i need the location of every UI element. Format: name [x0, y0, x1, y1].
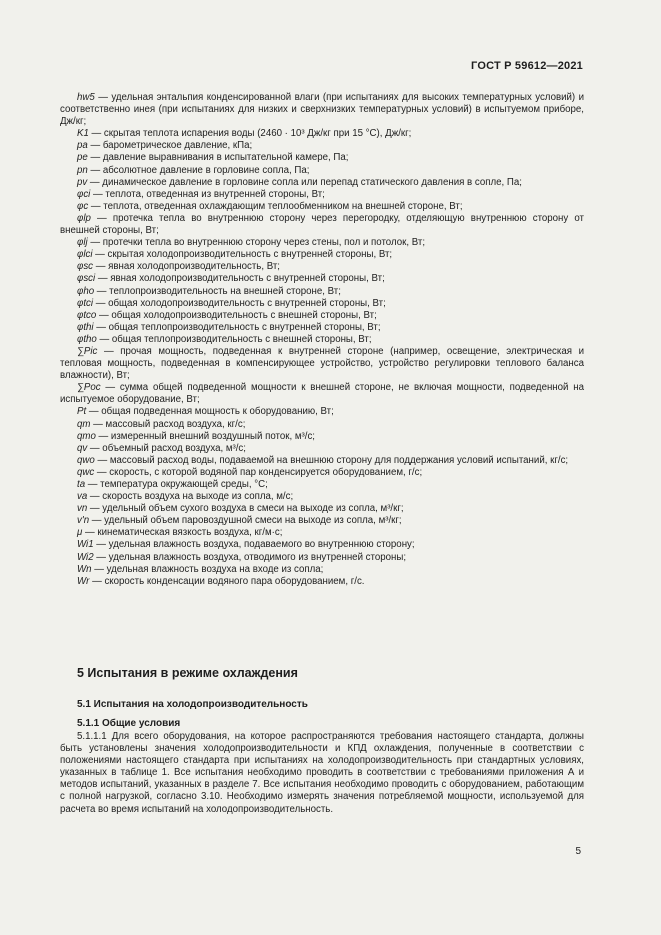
- definition-text: — общая теплопроизводительность с внутренней стороны, Вт;: [93, 321, 381, 333]
- definition-symbol: Wr: [77, 575, 90, 587]
- definition-symbol: μ: [77, 527, 83, 539]
- definition-item: [60, 152, 584, 164]
- definition-item: [60, 443, 584, 455]
- definition-text: — барометрическое давление, кПа;: [87, 140, 253, 152]
- definition-item: [60, 177, 584, 189]
- definition-text: — сумма общей подведенной мощности к внешней стороне, не включая мощности, подведенной на испытуемое оборудование, Вт;: [60, 382, 584, 406]
- definition-text: — явная холодопроизводительность, Вт;: [93, 261, 280, 273]
- definition-symbol: pa: [77, 140, 88, 152]
- definition-text: — теплота, отведенная из внутренней стороны, Вт;: [90, 188, 325, 200]
- definition-item: [60, 455, 584, 467]
- definition-text: — теплота, отведенная охлаждающим теплообменником на внешней стороне, Вт;: [88, 200, 463, 212]
- definition-item: [60, 346, 584, 382]
- definition-item: [60, 128, 584, 140]
- definition-item: [60, 539, 584, 551]
- definition-symbol: hw5: [77, 92, 95, 103]
- definition-item: [60, 491, 584, 503]
- definition-symbol: ta: [77, 479, 86, 490]
- definition-symbol: φho: [77, 285, 95, 297]
- definition-text: — измеренный внешний воздушный поток, м³/с;: [95, 430, 315, 442]
- definition-item: [60, 334, 584, 346]
- definition-text: — массовый расход воздуха, кг/с;: [90, 418, 246, 430]
- definition-symbol: Wi1: [77, 539, 94, 551]
- definition-text: — протечка тепла во внутреннюю сторону через перегородку, отделяющую внутреннюю сторону от внешней стороны, Вт;: [60, 212, 584, 237]
- definitions-list: [60, 92, 584, 588]
- definition-item: [60, 165, 584, 177]
- definition-symbol: v'n: [77, 515, 90, 527]
- definition-symbol: ∑Poc: [77, 382, 101, 394]
- definition-text: — скрытая теплота испарения воды (2460 · 10³ Дж/кг при 15 °С), Дж/кг;: [88, 128, 412, 140]
- definition-symbol: φsci: [77, 273, 96, 285]
- definition-symbol: φlp: [77, 212, 91, 224]
- definition-item: [60, 237, 584, 249]
- definition-item: [60, 286, 584, 298]
- definition-text: — прочая мощность, подведенная к внутренней стороне (например, освещение, электрическая и тепловая мощность, подведенная в компенсирующее устройство, устройство регулировки теплового баланса влажности), Вт;: [60, 345, 584, 382]
- standard-header: ГОСТ Р 59612—2021: [471, 60, 583, 72]
- definition-symbol: pn: [77, 164, 88, 176]
- definition-item: [60, 310, 584, 322]
- section-paragraph: 5.1.1.1 Для всего оборудования, на которое распространяются требования настоящего стандарта, должны быть установлены значения холодопроизводительности и КПД охлаждения, полученные в соответствии с положениями настоящего стандарта при испытаниях на холодопроизводительность при стандартных условиях, указанных в таблице 1. Все испытания необходимо проводить в соответствии с требованиями приложения А и методов испытаний, указанных в разделе 7. Все испытания необходимо проводить с оборудованием, работающим с полной нагрузкой, согласно 3.10. Необходимо измерять значения потребляемой мощности, используемой для расчета во время испытаний на холодопроизводительность.: [60, 731, 584, 815]
- definition-text: — скорость воздуха на выходе из сопла, м/с;: [87, 491, 294, 503]
- definition-item: [60, 201, 584, 213]
- definition-item: [60, 189, 584, 201]
- definition-item: [60, 467, 584, 479]
- definition-text: — удельная энтальпия конденсированной влаги (при испытаниях для высоких температурных условий) и соответственно инея (при испытаниях для низких и сверхнизких температурных условий) в испытуемом приборе, Дж/кг;: [60, 92, 584, 128]
- definition-symbol: Pt: [77, 406, 87, 418]
- definition-text: — общая холодопроизводительность с внешней стороны, Вт;: [96, 309, 377, 321]
- definition-item: [60, 564, 584, 576]
- definition-text: — удельная влажность воздуха, отводимого из внутренней стороны;: [93, 551, 407, 563]
- definition-symbol: φsc: [77, 261, 94, 273]
- definition-item: [60, 515, 584, 527]
- definition-text: — массовый расход воды, подаваемой на внешнюю сторону для поддержания условий испытаний, кг/с;: [94, 454, 569, 466]
- definition-text: — давление выравнивания в испытательной камере, Па;: [87, 152, 349, 164]
- definition-symbol: Wi2: [77, 551, 94, 563]
- definition-symbol: φlci: [77, 249, 93, 261]
- definition-item: [60, 249, 584, 261]
- definition-symbol: pe: [77, 152, 88, 164]
- definition-symbol: φc: [77, 200, 89, 212]
- definition-text: — объемный расход воздуха, м³/с;: [87, 442, 246, 454]
- definition-item: [60, 552, 584, 564]
- definition-symbol: φci: [77, 188, 91, 200]
- definition-text: — протечки тепла во внутреннюю сторону через стены, пол и потолок, Вт;: [87, 237, 426, 249]
- definition-text: — удельный объем сухого воздуха в смеси на выходе из сопла, м³/кг;: [87, 503, 404, 515]
- definition-item: [60, 503, 584, 515]
- definition-text: — общая подведенная мощность к оборудованию, Вт;: [86, 406, 334, 418]
- definition-item: [60, 213, 584, 237]
- definition-item: [60, 479, 584, 491]
- definition-symbol: φthi: [77, 321, 94, 333]
- definition-text: — общая теплопроизводительность с внешней стороны, Вт;: [96, 333, 372, 345]
- definition-item: [60, 322, 584, 334]
- definition-text: — теплопроизводительность на внешней стороне, Вт;: [94, 285, 341, 297]
- definition-item: [60, 527, 584, 539]
- definition-item: [60, 382, 584, 406]
- subsubsection-title: 5.1.1 Общие условия: [77, 718, 181, 729]
- definition-text: — удельный объем паровоздушной смеси на выходе из сопла, м³/кг;: [89, 515, 402, 527]
- definition-item: [60, 298, 584, 310]
- definition-item: [60, 576, 584, 588]
- definition-symbol: K1: [77, 128, 89, 140]
- definition-text: — абсолютное давление в горловине сопла, Па;: [87, 164, 310, 176]
- definition-text: — кинематическая вязкость воздуха, кг/м·с;: [82, 527, 283, 539]
- definition-symbol: qm: [77, 418, 91, 430]
- definition-symbol: φtho: [77, 333, 97, 345]
- definition-item: [60, 419, 584, 431]
- definition-symbol: qwc: [77, 466, 95, 478]
- definition-text: — скрытая холодопроизводительность с внутренней стороны, Вт;: [92, 249, 393, 261]
- definition-symbol: φtci: [77, 297, 94, 309]
- definition-symbol: qmo: [77, 430, 96, 442]
- definition-symbol: pv: [77, 176, 88, 188]
- definition-symbol: Wn: [77, 563, 92, 575]
- definition-symbol: qwo: [77, 454, 95, 466]
- definition-symbol: φlj: [77, 237, 88, 249]
- definition-symbol: vn: [77, 503, 88, 515]
- definition-item: [60, 431, 584, 443]
- definition-text: — температура окружающей среды, °С;: [85, 479, 268, 490]
- definition-item: [60, 273, 584, 285]
- definition-text: — скорость, с которой водяной пар конденсируется оборудованием, г/с;: [94, 466, 423, 478]
- definition-item: [60, 92, 584, 128]
- definition-item: [60, 406, 584, 418]
- definition-text: — скорость конденсации водяного пара оборудованием, г/с.: [89, 575, 365, 587]
- definition-text: — удельная влажность воздуха, подаваемого во внутреннюю сторону;: [93, 539, 415, 551]
- definition-symbol: va: [77, 491, 88, 503]
- definition-item: [60, 261, 584, 273]
- section-title: 5 Испытания в режиме охлаждения: [77, 666, 298, 680]
- definition-text: — динамическое давление в горловине сопла или перепад статического давления в сопле, Па;: [87, 176, 522, 188]
- definition-item: [60, 140, 584, 152]
- definition-text: — общая холодопроизводительность с внутренней стороны, Вт;: [93, 297, 386, 309]
- page-number: 5: [575, 846, 581, 857]
- definition-symbol: qv: [77, 442, 88, 454]
- definition-text: — удельная влажность воздуха на входе из сопла;: [91, 563, 324, 575]
- definition-symbol: φtco: [77, 309, 97, 321]
- subsection-title: 5.1 Испытания на холодопроизводительность: [77, 699, 308, 710]
- definition-text: — явная холодопроизводительность с внутренней стороны, Вт;: [95, 273, 385, 285]
- definition-symbol: ∑Pic: [77, 345, 98, 357]
